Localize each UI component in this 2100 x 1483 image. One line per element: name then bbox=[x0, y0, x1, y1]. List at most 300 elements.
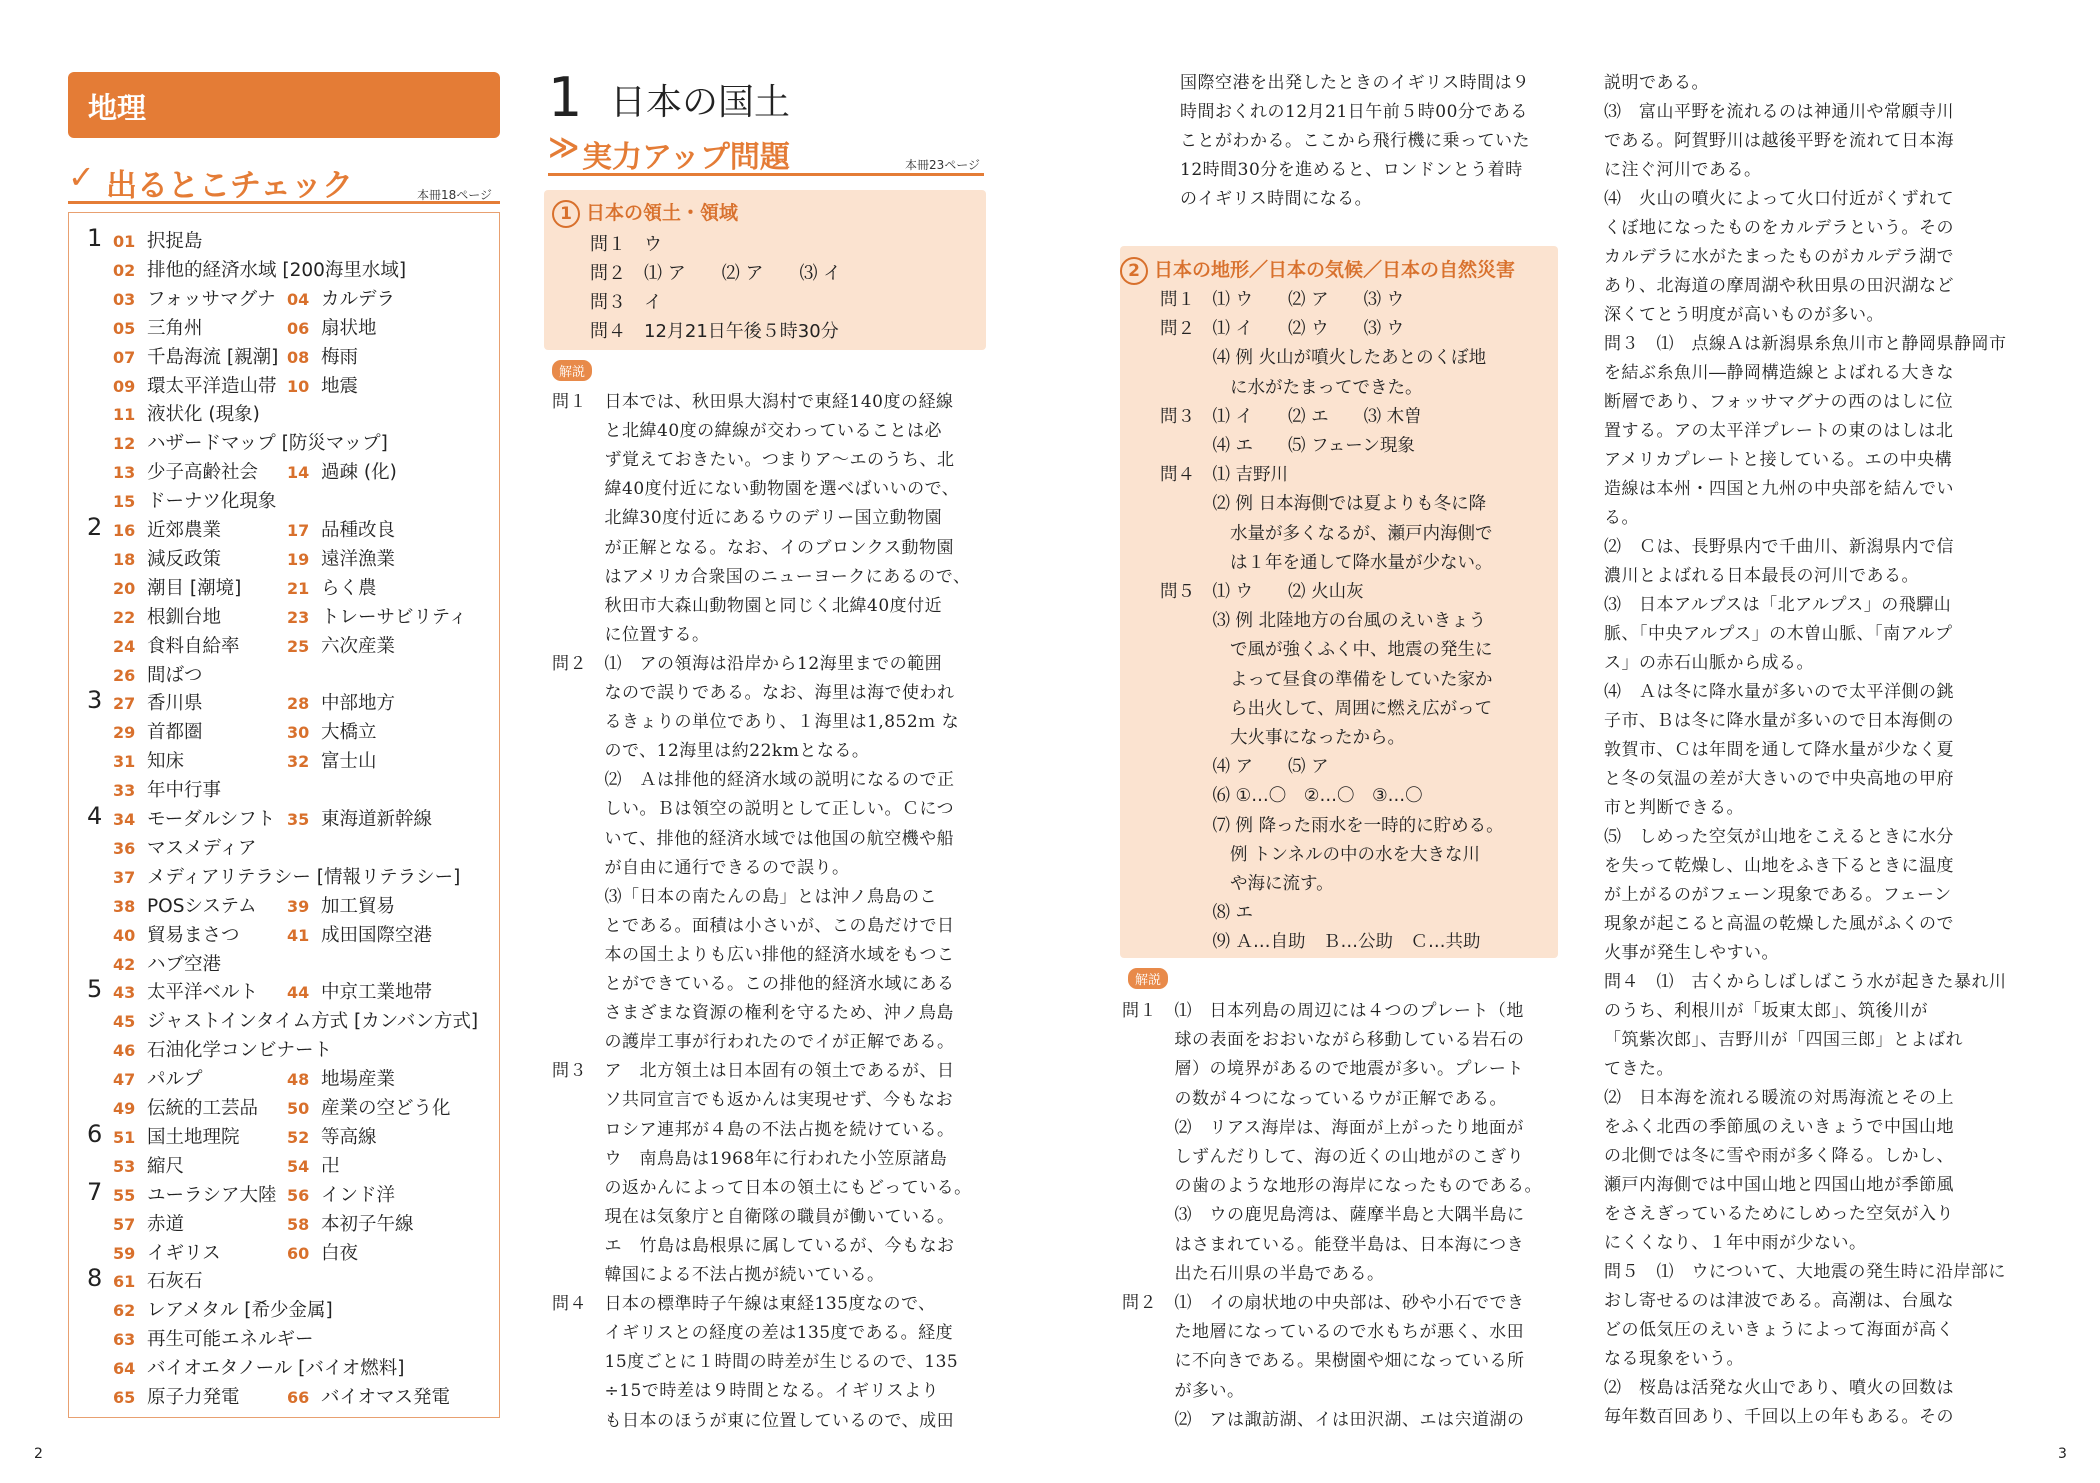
check-item bbox=[113, 1296, 333, 1325]
explanation-line: 球の表面をおおいながら移動している岩石の bbox=[1122, 1030, 1525, 1051]
explanation-line: エ 竹島は島根県に属しているが、今もなお bbox=[552, 1235, 955, 1256]
explanation-line: るきょりの単位であり、１海里は1,852ｍ な bbox=[552, 712, 960, 733]
check-item-number: 06 bbox=[287, 318, 310, 338]
explanation-line: に不向きである。果樹園や畑になっている所 bbox=[1122, 1351, 1525, 1372]
answer-1-number: 1 bbox=[552, 200, 580, 228]
check-mark-icon: ✓ bbox=[68, 158, 95, 196]
check-item-term: 中京工業地帯 bbox=[321, 982, 433, 1004]
explanation-line: 問２ ⑴ アの領海は沿岸から12海里までの範囲 bbox=[552, 653, 943, 674]
explanation-line: と冬の気温の差が大きいので中央高地の甲府 bbox=[1604, 769, 1954, 789]
explanation-line: ⑶「日本の南たんの島」とは沖ノ鳥島のこ bbox=[552, 886, 937, 907]
check-item-term: 成田国際空港 bbox=[321, 924, 433, 946]
explanation-line: 15度ごとに１時間の時差が生じるので、135 bbox=[552, 1352, 959, 1373]
check-item-number: 34 bbox=[113, 810, 136, 829]
check-item bbox=[113, 1123, 240, 1152]
check-item-number: 09 bbox=[113, 376, 136, 396]
check-item bbox=[113, 256, 406, 285]
check-item-number: 03 bbox=[113, 289, 136, 309]
answer-1-heading bbox=[552, 198, 738, 228]
answer-line: 問３ イ bbox=[590, 292, 662, 313]
check-item bbox=[113, 834, 257, 863]
check-item-number: 62 bbox=[113, 1301, 136, 1321]
check-item bbox=[113, 805, 275, 834]
answer-2-heading bbox=[1120, 255, 1515, 285]
check-item-number: 59 bbox=[113, 1243, 136, 1263]
explanation-line: が自由に通行できるので誤り。 bbox=[552, 857, 850, 878]
explanation-line: の護岸工事が行われたのでイが正解である。 bbox=[552, 1032, 955, 1053]
explanation-line: はさまれている。能登半島は、日本海につき bbox=[1122, 1234, 1525, 1255]
check-item bbox=[113, 1267, 203, 1296]
check-item-term: 知床 bbox=[147, 751, 185, 773]
check-item-term: 根釧台地 bbox=[147, 606, 222, 628]
check-item-term: 国土地理院 bbox=[147, 1126, 240, 1148]
answer-line: ら出火して、周囲に燃え広がって bbox=[1160, 698, 1493, 719]
check-item bbox=[287, 603, 467, 632]
check-item bbox=[113, 429, 388, 458]
answer-line: 問１ ウ bbox=[590, 234, 662, 255]
check-item-term: 少子高齢社会 bbox=[147, 462, 259, 484]
check-item-term: 原子力発電 bbox=[147, 1387, 240, 1408]
check-item-term: 品種改良 bbox=[321, 520, 396, 541]
explanation-line: どの低気圧のえいきょうによって海面が高く bbox=[1604, 1320, 1954, 1340]
explanation-line: カルデラに水がたまったものがカルデラ湖で bbox=[1604, 247, 1954, 267]
check-item-term: 赤道 bbox=[147, 1213, 185, 1235]
explanation-line: 問２ ⑴ イの扇状地の中央部は、砂や小石ででき bbox=[1122, 1293, 1525, 1313]
answer-line: ⑻ エ bbox=[1160, 903, 1254, 924]
answer-line: ⑶ 例 北陸地方の台風のえいきょう bbox=[1160, 611, 1487, 632]
check-item-term: 間ばつ bbox=[147, 664, 203, 686]
explanation-line: 本の国土よりも広い排他的経済水域をもつこ bbox=[552, 944, 955, 965]
check-item bbox=[113, 1152, 184, 1181]
check-item-term: 三角州 bbox=[147, 317, 203, 339]
check-item-number: 16 bbox=[113, 521, 136, 540]
check-item bbox=[113, 574, 241, 603]
check-item-number: 50 bbox=[287, 1099, 310, 1118]
answer-line: は１年を通して降水量が少ない。 bbox=[1160, 552, 1493, 573]
answer-line: ⑷ 例 火山が噴火したあとのくぼ地 bbox=[1160, 348, 1487, 369]
check-item-term: 貿易まさつ bbox=[147, 924, 240, 946]
check-item bbox=[113, 661, 203, 690]
check-item bbox=[113, 314, 203, 343]
answer-line: ⑵ 例 日本海側では夏よりも冬に降 bbox=[1160, 494, 1487, 515]
check-item-term: 伝統的工芸品 bbox=[147, 1098, 259, 1119]
explanation-line: ⑵ 日本海を流れる暖流の対馬海流とその上 bbox=[1604, 1088, 1954, 1108]
check-group-number: 1 bbox=[87, 224, 103, 252]
explanation-line: が正解となる。なお、イのブロンクス動物園 bbox=[552, 537, 954, 558]
explanation-line: の歯のような地形の海岸になったものである。 bbox=[1122, 1176, 1542, 1197]
check-item bbox=[113, 1325, 314, 1354]
check-item-term: 香川県 bbox=[147, 693, 203, 715]
explanation-line: 12時間30分を進めると、ロンドンとう着時 bbox=[1180, 160, 1523, 180]
check-item-term: 東海道新幹線 bbox=[321, 809, 433, 830]
check-item-number: 60 bbox=[287, 1243, 310, 1263]
check-item bbox=[287, 516, 395, 545]
check-item-number: 11 bbox=[113, 405, 136, 425]
check-item bbox=[113, 1094, 258, 1123]
check-item-term: 石油化学コンビナート bbox=[147, 1040, 333, 1062]
check-item-term: 環太平洋造山帯 bbox=[147, 375, 277, 397]
answer-line: ⑺ 例 降った雨水を一時的に貯める。 bbox=[1160, 815, 1504, 836]
answer-line: 問３ ⑴ イ ⑵ エ ⑶ 木曽 bbox=[1160, 406, 1422, 427]
page-number-left: 2 bbox=[34, 1446, 43, 1462]
explanation-line: 火事が発生しやすい。 bbox=[1604, 943, 1779, 963]
explanation-line: 北緯30度付近にあるウのデリー国立動物園 bbox=[552, 508, 943, 529]
check-item-number: 41 bbox=[287, 925, 310, 945]
check-item-number: 56 bbox=[287, 1185, 310, 1205]
check-item bbox=[113, 458, 258, 487]
explanation-line: と北緯40度の緯線が交わっていることは必 bbox=[552, 421, 942, 442]
explanation-line: 造線は本州・四国と九州の中央部を結んでい bbox=[1604, 479, 1954, 499]
kaisetsu-badge-1: 解説 bbox=[552, 360, 592, 381]
check-item-number: 38 bbox=[113, 896, 136, 916]
jitsu-title: 実力アップ問題 bbox=[582, 140, 790, 175]
check-item-term: 中部地方 bbox=[321, 693, 396, 715]
answer-line: 問５ ⑴ ウ ⑵ 火山灰 bbox=[1160, 582, 1364, 602]
explanation-line: おし寄せるのは津波である。高潮は、台風な bbox=[1604, 1291, 1954, 1311]
check-item-term: 本初子午線 bbox=[321, 1213, 414, 1235]
check-item-number: 02 bbox=[113, 260, 136, 280]
section-title: 日本の国土 bbox=[610, 82, 791, 123]
explanation-line: をさえぎっているためにしめった空気が入り bbox=[1604, 1204, 1954, 1224]
explanation-line: 緯40度付近にない動物園を選べばいいので、 bbox=[552, 479, 960, 500]
check-item-term: 卍 bbox=[321, 1155, 340, 1177]
explanation-line: にくくなり、１年中雨が少ない。 bbox=[1604, 1233, 1867, 1253]
explanation-line: 子市、Ｂは冬に降水量が多いので日本海側の bbox=[1604, 711, 1954, 731]
explanation-line: 断層であり、フォッサマグナの西のはしに位 bbox=[1604, 392, 1954, 412]
check-item-number: 65 bbox=[113, 1388, 136, 1407]
check-item-term: 縮尺 bbox=[147, 1155, 185, 1177]
check-item-number: 54 bbox=[287, 1156, 310, 1176]
explanation-line: 時間おくれの12月21日午前５時00分である bbox=[1180, 102, 1528, 122]
check-item bbox=[287, 632, 395, 661]
check-item-number: 49 bbox=[113, 1099, 136, 1118]
check-item-number: 43 bbox=[113, 983, 136, 1003]
check-item-term: 石灰石 bbox=[147, 1271, 203, 1293]
check-item bbox=[113, 372, 277, 401]
explanation-line: のイギリス時間になる。 bbox=[1180, 189, 1373, 209]
explanation-line: 問１ 日本では、秋田県大潟村で東経140度の経線 bbox=[552, 392, 954, 412]
explanation-line: ス」の赤石山脈から成る。 bbox=[1604, 653, 1814, 673]
check-item-number: 12 bbox=[113, 434, 136, 454]
check-item-term: モーダルシフト bbox=[147, 809, 276, 830]
check-item-term: 太平洋ベルト bbox=[147, 982, 259, 1004]
check-item bbox=[113, 487, 276, 516]
check-item-number: 26 bbox=[113, 665, 136, 685]
check-item-term: マスメディア bbox=[147, 837, 257, 859]
check-item-number: 47 bbox=[113, 1070, 136, 1090]
explanation-line: とができている。この排他的経済水域にある bbox=[552, 974, 955, 994]
check-item-term: 過疎 (化) bbox=[321, 462, 397, 484]
check-item-term: トレーサビリティ bbox=[321, 606, 468, 628]
explanation-line: ⑷ 火山の噴火によって火口付近がくずれて bbox=[1604, 189, 1954, 209]
explanation-line: が上がるのがフェーン現象である。フェーン bbox=[1604, 885, 1952, 905]
section-number: 1 bbox=[548, 66, 583, 129]
check-item bbox=[113, 978, 258, 1007]
check-item-number: 37 bbox=[113, 867, 136, 887]
check-item-term: 年中行事 bbox=[147, 780, 222, 802]
check-section-header bbox=[68, 158, 500, 204]
answer-line: ⑷ エ ⑸ フェーン現象 bbox=[1160, 436, 1415, 456]
check-item bbox=[287, 689, 395, 718]
check-item-number: 25 bbox=[287, 636, 310, 656]
explanation-line: ので、12海里は約22kmとなる。 bbox=[552, 741, 870, 762]
check-item-number: 28 bbox=[287, 694, 310, 714]
check-item bbox=[113, 1181, 277, 1210]
check-item-term: フォッサマグナ bbox=[147, 288, 276, 310]
check-item-term: らく農 bbox=[321, 577, 377, 599]
check-group-number: 5 bbox=[87, 975, 103, 1004]
check-item bbox=[287, 892, 395, 921]
check-item-number: 35 bbox=[287, 810, 310, 829]
check-item-term: 扇状地 bbox=[321, 317, 377, 339]
check-item-term: ユーラシア大陸 bbox=[147, 1184, 277, 1206]
subject-label: 地理 bbox=[88, 91, 147, 125]
check-item-number: 17 bbox=[287, 521, 310, 540]
explanation-line: 問３ ⑴ 点線Ａは新潟県糸魚川市と静岡県静岡市 bbox=[1604, 334, 2007, 354]
explanation-line: はアメリカ合衆国のニューヨークにあるので、 bbox=[552, 566, 971, 587]
explanation-line: 秋田市大森山動物園と同じく北緯40度付近 bbox=[552, 595, 943, 616]
check-item-number: 64 bbox=[113, 1359, 136, 1379]
check-item-number: 44 bbox=[287, 983, 310, 1003]
answer-line: 問２ ⑴ ア ⑵ ア ⑶ イ bbox=[590, 263, 842, 284]
explanation-line: ウ 南鳥島は1968年に行われた小笠原諸島 bbox=[552, 1148, 948, 1169]
explanation-line: を失って乾燥し、山地をふき下るときに温度 bbox=[1604, 856, 1954, 876]
answer-line: に水がたまってできた。 bbox=[1160, 377, 1423, 398]
explanation-line: をふく北西の季節風のえいきょうで中国山地 bbox=[1604, 1117, 1954, 1137]
check-item-number: 51 bbox=[113, 1127, 136, 1147]
explanation-line: ⑶ ウの鹿児島湾は、薩摩半島と大隅半島に bbox=[1122, 1205, 1525, 1226]
check-item bbox=[113, 1383, 240, 1412]
explanation-line: ことがわかる。ここから飛行機に乗っていた bbox=[1180, 131, 1530, 151]
answer-line: ⑷ ア ⑸ ア bbox=[1160, 757, 1329, 778]
check-item-number: 45 bbox=[113, 1012, 136, 1032]
explanation-line: てきた。 bbox=[1604, 1059, 1674, 1079]
check-item-number: 42 bbox=[113, 954, 136, 974]
check-item bbox=[287, 1383, 450, 1412]
explanation-line: 説明である。 bbox=[1604, 73, 1709, 93]
check-item-term: イギリス bbox=[147, 1242, 221, 1264]
page-number-right: 3 bbox=[2058, 1446, 2067, 1462]
check-group-number: 7 bbox=[87, 1177, 103, 1206]
explanation-line: 問３ ア 北方領土は日本固有の領土であるが、日 bbox=[552, 1061, 955, 1082]
check-item bbox=[113, 1354, 405, 1383]
check-item-term: 梅雨 bbox=[321, 346, 359, 368]
check-item-number: 33 bbox=[113, 781, 136, 801]
check-item bbox=[113, 1007, 478, 1036]
check-item-term: 遠洋漁業 bbox=[321, 548, 396, 570]
check-item bbox=[113, 545, 221, 574]
explanation-line: しい。Ｂは領空の説明として正しい。Ｃにつ bbox=[552, 799, 955, 820]
check-item bbox=[113, 921, 240, 950]
explanation-line: 瀬戸内海側では中国山地と四国山地が季節風 bbox=[1604, 1175, 1954, 1195]
check-item-term: 大橋立 bbox=[321, 722, 377, 744]
check-item-number: 14 bbox=[287, 463, 310, 483]
check-item-number: 01 bbox=[113, 232, 136, 251]
chevron-right-icon: ≫ bbox=[548, 130, 580, 165]
check-item bbox=[113, 950, 221, 979]
explanation-line: イギリスとの経度の差は135度である。経度 bbox=[552, 1323, 954, 1344]
check-item-number: 39 bbox=[287, 896, 310, 916]
check-item bbox=[287, 1094, 451, 1123]
check-item-number: 22 bbox=[113, 607, 136, 627]
explanation-line: 現象が起こると高温の乾燥した風がふくので bbox=[1604, 914, 1954, 934]
explanation-line: 深くてとう明度が高いものが多い。 bbox=[1604, 305, 1884, 325]
answer-line: ⑹ ①…〇 ②…〇 ③…〇 bbox=[1160, 786, 1423, 807]
check-item-term: 六次産業 bbox=[321, 635, 396, 657]
explanation-line: る。 bbox=[1604, 508, 1639, 528]
check-item-term: ハザードマップ [防災マップ] bbox=[147, 433, 388, 455]
check-item-number: 15 bbox=[113, 492, 136, 512]
answer-1-title: 日本の領土・領域 bbox=[586, 202, 739, 224]
check-item-term: レアメタル [希少金属] bbox=[147, 1300, 333, 1322]
check-item bbox=[287, 314, 377, 343]
check-item bbox=[287, 574, 377, 603]
check-item-term: 地震 bbox=[321, 375, 359, 397]
check-item-number: 46 bbox=[113, 1041, 136, 1061]
check-item-number: 24 bbox=[113, 636, 136, 656]
check-item-term: POSシステム bbox=[147, 895, 257, 917]
answer-2-title: 日本の地形／日本の気候／日本の自然災害 bbox=[1154, 259, 1516, 281]
answer-line: 大火事になったから。 bbox=[1160, 728, 1405, 748]
check-item bbox=[113, 747, 184, 776]
explanation-line: とである。面積は小さいが、この島だけで日 bbox=[552, 915, 955, 936]
explanation-line: いて、排他的経済水域では他国の航空機や船 bbox=[552, 828, 955, 849]
explanation-line: ⑵ 桜島は活発な火山であり、噴火の回数は bbox=[1604, 1378, 1954, 1398]
explanation-line: ず覚えておきたい。つまりア～エのうち、北 bbox=[552, 450, 955, 471]
explanation-line: 問１ ⑴ 日本列島の周辺には４つのプレート（地 bbox=[1122, 1001, 1524, 1021]
check-item bbox=[287, 458, 397, 487]
check-item-number: 13 bbox=[113, 463, 136, 483]
explanation-line: 韓国による不法占拠が続いている。 bbox=[552, 1265, 885, 1285]
answer-line: 例 トンネルの中の水を大きな川 bbox=[1160, 844, 1481, 865]
check-item-term: 首都圏 bbox=[147, 722, 203, 744]
check-item bbox=[113, 1239, 221, 1268]
check-item bbox=[113, 285, 276, 314]
check-group-number: 6 bbox=[87, 1119, 103, 1148]
explanation-line: ⑶ 富山平野を流れるのは神通川や常願寺川 bbox=[1604, 102, 1954, 122]
check-item-number: 18 bbox=[113, 549, 136, 569]
check-item-term: 食料自給率 bbox=[147, 635, 240, 657]
check-item bbox=[113, 1210, 184, 1239]
explanation-line: ロシア連邦が４島の不法占拠を続けている。 bbox=[552, 1119, 955, 1140]
check-item bbox=[113, 689, 203, 718]
check-item bbox=[113, 1036, 332, 1065]
check-item-term: 白夜 bbox=[321, 1242, 359, 1264]
check-item bbox=[113, 863, 460, 892]
explanation-line: ⑶ 日本アルプスは「北アルプス」の飛驒山 bbox=[1604, 595, 1952, 615]
explanation-line: 濃川とよばれる日本最長の河川である。 bbox=[1604, 566, 1919, 586]
answer-line: 問２ ⑴ イ ⑵ ウ ⑶ ウ bbox=[1160, 319, 1405, 340]
check-item-term: 加工貿易 bbox=[321, 895, 396, 917]
check-group-number: 4 bbox=[87, 802, 103, 830]
explanation-line: 問４ 日本の標準時子午線は東経135度なので、 bbox=[552, 1294, 936, 1315]
check-item-term: 地場産業 bbox=[321, 1069, 396, 1091]
explanation-line: に注ぐ河川である。 bbox=[1604, 160, 1762, 180]
check-item bbox=[113, 1065, 203, 1094]
check-item-number: 21 bbox=[287, 578, 310, 598]
explanation-line: の数が４つになっているウが正解である。 bbox=[1122, 1088, 1507, 1109]
check-item-term: ドーナツ化現象 bbox=[147, 491, 277, 513]
explanation-line: 現在は気象庁と自衛隊の職員が働いている。 bbox=[552, 1206, 955, 1227]
check-item-term: メディアリテラシー [情報リテラシー] bbox=[147, 866, 461, 888]
check-item-term: パルプ bbox=[147, 1069, 203, 1091]
check-item-number: 10 bbox=[287, 376, 310, 396]
check-item-number: 08 bbox=[287, 347, 310, 367]
check-item bbox=[287, 805, 432, 834]
explanation-line: ⑵ Ａは排他的経済水域の説明になるので正 bbox=[552, 770, 955, 791]
answer-line: 問４ 12月21日午後５時30分 bbox=[590, 321, 839, 342]
explanation-line: の返かんによって日本の領土にもどっている。 bbox=[552, 1177, 972, 1198]
check-item-number: 32 bbox=[287, 752, 310, 772]
explanation-line: しずんだりして、海の近くの山地がのこぎり bbox=[1122, 1147, 1525, 1167]
check-item bbox=[287, 1152, 340, 1181]
check-item bbox=[113, 227, 203, 256]
jitsu-page-ref: 本冊23ページ bbox=[904, 158, 980, 172]
check-item-term: バイオマス発電 bbox=[321, 1387, 450, 1408]
explanation-line: 「筑紫次郎」、吉野川が「四国三郎」とよばれ bbox=[1604, 1030, 1963, 1050]
check-item-number: 66 bbox=[287, 1388, 310, 1407]
explanation-line: た地層になっているので水もちが悪く、水田 bbox=[1122, 1322, 1525, 1343]
check-item-term: 近郊農業 bbox=[147, 520, 222, 541]
check-item bbox=[113, 603, 221, 632]
check-item-term: 潮目 [潮境] bbox=[147, 577, 242, 599]
check-item-term: 排他的経済水域 [200海里水域] bbox=[147, 259, 407, 281]
explanation-line: を結ぶ糸魚川―静岡構造線とよばれる大きな bbox=[1604, 363, 1954, 383]
check-item-number: 31 bbox=[113, 752, 136, 772]
explanation-line: なので誤りである。なお、海里は海で使われ bbox=[552, 683, 955, 703]
check-item bbox=[113, 400, 260, 429]
check-item bbox=[287, 545, 395, 574]
check-item-term: 減反政策 bbox=[147, 548, 222, 570]
check-item-number: 52 bbox=[287, 1127, 310, 1147]
check-item-number: 48 bbox=[287, 1070, 310, 1090]
explanation-line: に位置する。 bbox=[552, 624, 710, 645]
explanation-line: も日本のほうが東に位置しているので、成田 bbox=[552, 1410, 955, 1431]
answer-line: 問４ ⑴ 吉野川 bbox=[1160, 465, 1289, 486]
explanation-line: 層）の境界があるので地震が多い。プレート bbox=[1122, 1059, 1524, 1080]
answer-line: ⑼ Ａ…自助 Ｂ…公助 Ｃ…共助 bbox=[1160, 932, 1481, 953]
check-item-number: 07 bbox=[113, 347, 136, 367]
check-item-number: 36 bbox=[113, 838, 136, 858]
check-item-number: 05 bbox=[113, 318, 136, 338]
check-item-term: バイオエタノール [バイオ燃料] bbox=[147, 1358, 405, 1380]
check-item-term: ハブ空港 bbox=[147, 953, 222, 975]
explanation-line: ⑵ Ｃは、長野県内で千曲川、新潟県内で信 bbox=[1604, 537, 1954, 557]
answer-line: よって昼食の準備をしていた家か bbox=[1160, 669, 1493, 690]
check-item-number: 58 bbox=[287, 1214, 310, 1234]
check-item bbox=[287, 1181, 395, 1210]
subject-banner bbox=[68, 72, 500, 138]
check-item-number: 55 bbox=[113, 1185, 136, 1205]
check-item-number: 53 bbox=[113, 1156, 136, 1176]
check-item-number: 61 bbox=[113, 1272, 136, 1292]
explanation-line: ÷15で時差は９時間となる。イギリスより bbox=[552, 1381, 940, 1402]
check-item bbox=[287, 1123, 377, 1152]
check-item-term: 液状化 (現象) bbox=[147, 404, 260, 426]
explanation-line: 敦賀市、Ｃは年間を通して降水量が少なく夏 bbox=[1604, 740, 1954, 760]
answer-line: 水量が多くなるが、瀬戸内海側で bbox=[1160, 523, 1493, 544]
check-item bbox=[113, 632, 240, 661]
check-item bbox=[287, 921, 432, 950]
check-group-number: 8 bbox=[87, 1264, 103, 1293]
answer-line: で風が強くふく中、地震の発生に bbox=[1160, 640, 1493, 661]
check-item bbox=[287, 1210, 414, 1239]
check-page-ref: 本冊18ページ bbox=[416, 188, 492, 202]
check-item bbox=[113, 516, 221, 545]
check-item-number: 27 bbox=[113, 694, 136, 714]
check-item-term: 産業の空どう化 bbox=[321, 1098, 451, 1119]
check-item bbox=[287, 718, 377, 747]
